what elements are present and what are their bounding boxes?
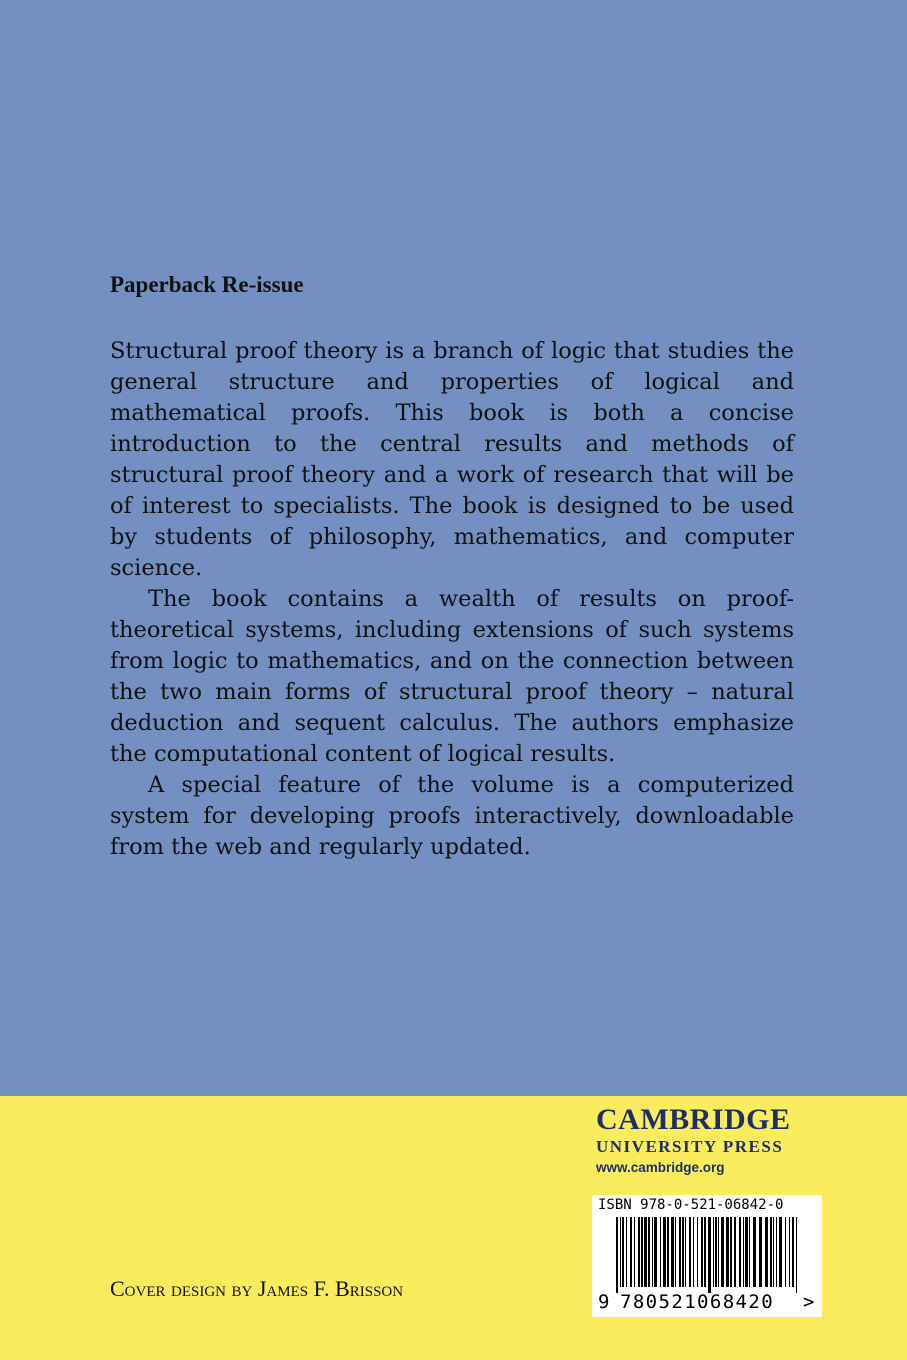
- barcode-bar: [789, 1217, 790, 1287]
- barcode-bar: [730, 1217, 732, 1287]
- barcode-bar: [770, 1217, 772, 1287]
- barcode-bar: [685, 1217, 686, 1287]
- barcode-bar: [648, 1217, 650, 1287]
- barcode-digits: 780521068420: [620, 1291, 775, 1313]
- barcode-bar: [715, 1217, 717, 1287]
- blurb-paragraph-2: The book contains a wealth of results on proof-theoretical systems, including extensions of such systems from logic to mathematics, and on the connection between the two main forms of structural proof theory – natural deduction and sequent calculus. The authors emphasize the computational content of logical results.: [110, 586, 794, 767]
- barcode-bar: [671, 1217, 674, 1287]
- barcode-bar: [634, 1217, 635, 1287]
- barcode-bar: [701, 1217, 703, 1287]
- barcode-bar: [622, 1217, 624, 1287]
- barcode-bar: [697, 1217, 698, 1287]
- barcode-bar: [713, 1217, 714, 1287]
- blurb-paragraph-1: Structural proof theory is a branch of logic that studies the general structure and properties of logical and mathematical proofs. This book is both a concise introduction to the central results and methods of structural proof theory and a work of research that will be of interest to specialists. The book is designed to be used by students of philosophy, mathematics, and computer science.: [110, 338, 794, 581]
- barcode-bar: [630, 1217, 632, 1287]
- barcode-first-digit: 9: [598, 1291, 610, 1313]
- publisher-name: CAMBRIDGE: [596, 1103, 791, 1136]
- barcode-bar: [689, 1217, 691, 1287]
- barcode-bar: [743, 1217, 744, 1287]
- barcode-bar: [759, 1217, 762, 1287]
- barcode-bar: [679, 1217, 681, 1287]
- barcode-bar: [753, 1217, 756, 1287]
- barcode-bar: [718, 1217, 719, 1287]
- barcode-bar: [779, 1217, 782, 1287]
- isbn-label: ISBN 978-0-521-06842-0: [598, 1197, 784, 1213]
- barcode-bar: [721, 1217, 724, 1287]
- barcode-bar: [704, 1217, 706, 1287]
- barcode-bar: [620, 1217, 621, 1287]
- barcode-bar: [693, 1217, 694, 1287]
- publisher-url: www.cambridge.org: [596, 1160, 725, 1175]
- barcode-arrow: >: [803, 1291, 815, 1313]
- barcode-bar: [626, 1217, 627, 1287]
- barcode-bar: [654, 1217, 657, 1287]
- barcode-bar: [667, 1217, 669, 1287]
- barcode-bar: [638, 1217, 640, 1287]
- isbn-barcode: [592, 1195, 822, 1317]
- barcode-bar: [776, 1217, 777, 1287]
- barcode-bar: [749, 1217, 750, 1287]
- barcode-bar: [616, 1217, 618, 1293]
- barcode-bar: [682, 1217, 684, 1287]
- barcode-bar: [765, 1217, 768, 1287]
- barcode-bar: [739, 1217, 741, 1287]
- barcode-bar: [663, 1217, 666, 1287]
- barcode-bar: [675, 1217, 676, 1287]
- barcode-bar: [773, 1217, 774, 1287]
- publisher-subtitle: UNIVERSITY PRESS: [596, 1137, 784, 1156]
- barcode-bar: [745, 1217, 748, 1287]
- barcode-bar: [644, 1217, 647, 1287]
- barcode-bar: [652, 1217, 653, 1287]
- barcode-bar: [708, 1217, 711, 1293]
- blurb-heading: Paperback Re-issue: [110, 272, 304, 297]
- blurb-text: [110, 336, 794, 863]
- barcode-bar: [734, 1217, 736, 1287]
- barcode-bar: [660, 1217, 661, 1287]
- barcode-bar: [785, 1217, 786, 1287]
- cover-design-credit: Cover design by James F. Brisson: [110, 1276, 404, 1301]
- blurb-paragraph-3: A special feature of the volume is a computerized system for developing proofs interactively, downloadable from the web and regularly updated.: [110, 772, 794, 860]
- barcode-bar: [641, 1217, 643, 1287]
- publisher-logo: [596, 1104, 822, 1178]
- barcode-bar: [792, 1217, 794, 1287]
- barcode-bar: [726, 1217, 729, 1287]
- barcode-bar: [796, 1217, 797, 1293]
